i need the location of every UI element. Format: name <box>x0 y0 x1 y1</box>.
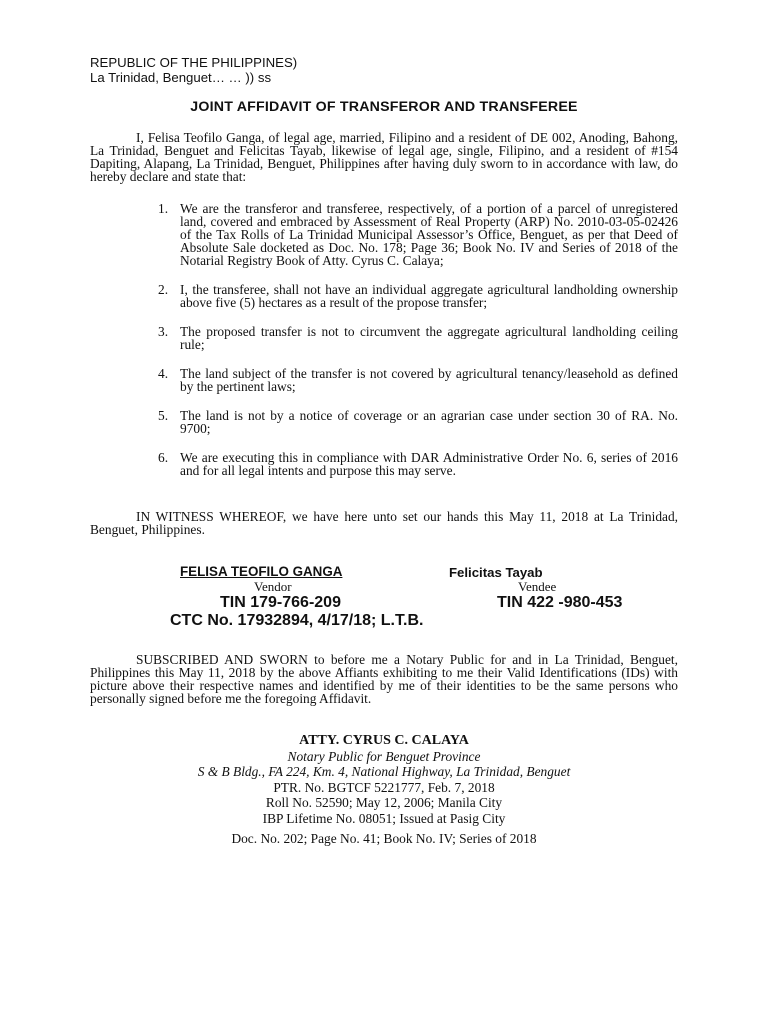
notary-address: S & B Bldg., FA 224, Km. 4, National Highway, La Trinidad, Benguet <box>197 764 571 779</box>
notary-title: Notary Public for Benguet Province <box>287 748 481 764</box>
vendee-role: Vendee <box>518 579 557 594</box>
item-number: 2. <box>158 282 169 297</box>
jurat-paragraph: SUBSCRIBED AND SWORN to before me a Notary Public for and in La Trinidad, Benguet, Philippines this May 11, 2018 by the above Affiants exhibiting to me their Valid Identifications (IDs) with picture above their respective names and identified by me of their identities to be the same persons who personally signed before me the foregoing Affidavit. <box>90 652 678 706</box>
item-text: The land is not by a notice of coverage or an agrarian case under section 30 of RA. No. 9700; <box>180 408 678 436</box>
item-text: The proposed transfer is not to circumvent the aggregate agricultural landholding ceiling rule; <box>180 324 678 352</box>
item-text: I, the transferee, shall not have an individual aggregate agricultural landholding ownership above five (5) hectares as a result of the propose transfer; <box>180 282 678 310</box>
vendor-tin: TIN 179-766-209 <box>220 594 341 611</box>
venue-line-2: La Trinidad, Benguet… … )) ss <box>90 70 272 85</box>
vendor-role: Vendor <box>254 579 292 594</box>
item-number: 5. <box>158 408 169 423</box>
item-text: We are the transferor and transferee, respectively, of a portion of a parcel of unregistered land, covered and embraced by Assessment of Real Property (ARP) No. 2010-03-05-02426 of the Tax Rolls of La Trinidad Municipal Assessor’s Office, Benguet, as per that Deed of Absolute Sale docketed as Doc. No. 178; Page 36; Book No. IV and Series of 2018 of the Notarial Registry Book of Atty. Cyrus C. Calaya; <box>180 201 678 268</box>
item-text: We are executing this in compliance with DAR Administrative Order No. 6, series of 2016 and for all legal intents and purpose this may serve. <box>180 450 678 478</box>
vendee-name: Felicitas Tayab <box>449 565 543 580</box>
item-number: 3. <box>158 324 169 339</box>
document-title: JOINT AFFIDAVIT OF TRANSFEROR AND TRANSFEREE <box>190 99 578 115</box>
witness-paragraph: IN WITNESS WHEREOF, we have here unto set our hands this May 11, 2018 at La Trinidad, Benguet, Philippines. <box>90 509 678 537</box>
vendor-name: FELISA TEOFILO GANGA <box>180 564 343 579</box>
venue-block <box>90 55 297 85</box>
item-number: 6. <box>158 450 169 465</box>
list-item <box>150 367 678 393</box>
notary-block <box>0 733 768 826</box>
intro-paragraph: I, Felisa Teofilo Ganga, of legal age, married, Filipino and a resident of DE 002, Anoding, Bahong, La Trinidad, Benguet and Felicitas Tayab, likewise of legal age, single, Filipino, and a resident of #154 Dapiting, Alapang, La Trinidad, Benguet, Philippines after having duly sworn to in accordance with law, do hereby declare and state that: <box>90 130 678 184</box>
doc-registry-line: Doc. No. 202; Page No. 41; Book No. IV; Series of 2018 <box>231 831 537 846</box>
notary-ibp: IBP Lifetime No. 08051; Issued at Pasig City <box>262 810 506 826</box>
venue-line-1: REPUBLIC OF THE PHILIPPINES) <box>90 55 298 70</box>
notary-roll: Roll No. 52590; May 12, 2006; Manila City <box>265 795 503 810</box>
declaration-list <box>150 202 678 493</box>
vendor-ctc: CTC No. 17932894, 4/17/18; L.T.B. <box>170 612 424 629</box>
list-item <box>150 283 678 309</box>
list-item <box>150 451 678 477</box>
item-text: The land subject of the transfer is not covered by agricultural tenancy/leasehold as defined by the pertinent laws; <box>180 366 678 394</box>
item-number: 1. <box>158 201 169 216</box>
notary-name: ATTY. CYRUS C. CALAYA <box>299 733 469 748</box>
list-item <box>150 202 678 267</box>
vendee-tin: TIN 422 -980-453 <box>497 594 623 611</box>
list-item <box>150 325 678 351</box>
item-number: 4. <box>158 366 169 381</box>
list-item <box>150 409 678 435</box>
notary-ptr: PTR. No. BGTCF 5221777, Feb. 7, 2018 <box>273 779 495 795</box>
